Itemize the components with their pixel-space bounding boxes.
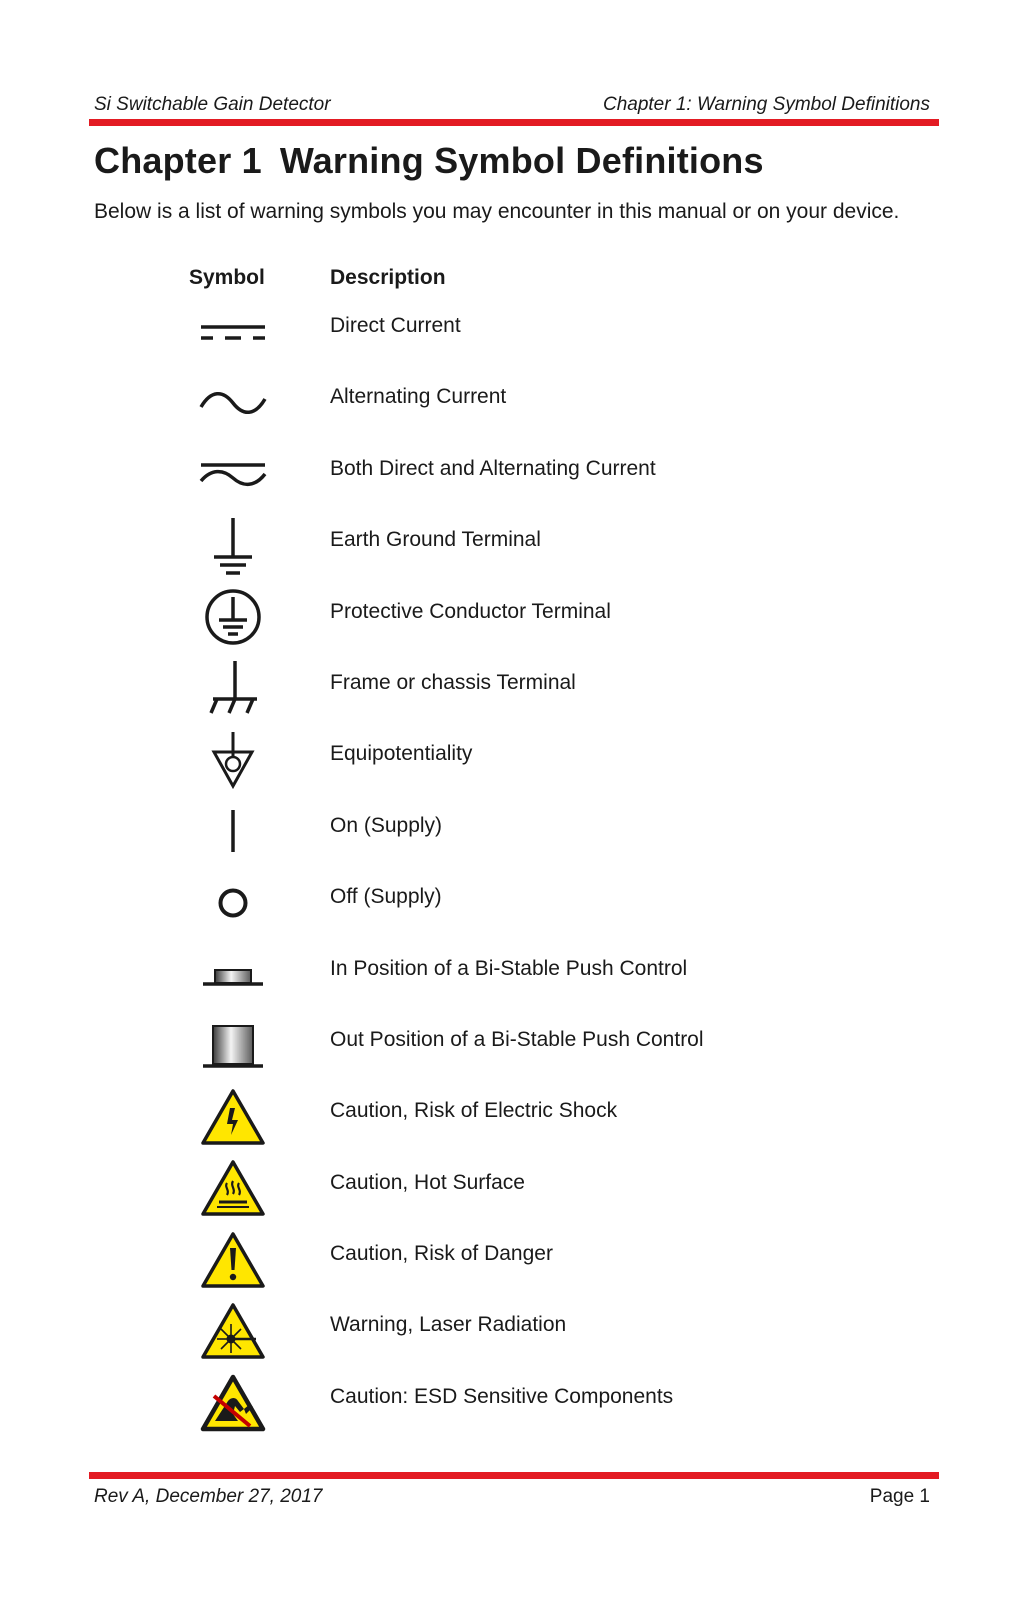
- general-danger-warning-icon: [195, 1224, 271, 1295]
- laser-radiation-warning-icon: [195, 1295, 271, 1366]
- frame-chassis-icon: [195, 653, 271, 724]
- symbol-row: [0, 1081, 1036, 1152]
- symbol-description: Equipotentiality: [330, 742, 473, 766]
- symbol-description: On (Supply): [330, 813, 443, 837]
- chapter-title: Warning Symbol Definitions: [279, 140, 764, 181]
- symbol-description: Caution, Risk of Danger: [330, 1242, 553, 1266]
- symbol-row: [0, 582, 1036, 653]
- earth-ground-icon: [195, 510, 271, 581]
- running-header-chapter: Chapter 1: Warning Symbol Definitions: [602, 94, 930, 115]
- symbol-description: Both Direct and Alternating Current: [330, 456, 656, 480]
- header-rule: [89, 119, 939, 126]
- page-number: Page 1: [869, 1486, 930, 1507]
- symbol-row: [0, 1224, 1036, 1295]
- symbol-row: [0, 296, 1036, 367]
- symbol-description: Out Position of a Bi-Stable Push Control: [330, 1027, 704, 1051]
- symbol-row: [0, 939, 1036, 1010]
- power-off-icon: [195, 867, 271, 938]
- symbol-row: [0, 367, 1036, 438]
- push-out-icon: [195, 1010, 271, 1081]
- symbol-description: Earth Ground Terminal: [330, 528, 541, 552]
- symbol-row: [0, 796, 1036, 867]
- symbol-column-header: Symbol: [189, 266, 265, 289]
- power-on-icon: [195, 796, 271, 867]
- symbol-description: Warning, Laser Radiation: [330, 1313, 567, 1337]
- symbol-description: Caution, Risk of Electric Shock: [330, 1099, 618, 1123]
- symbol-description: Caution: ESD Sensitive Components: [330, 1384, 674, 1408]
- chapter-number: Chapter 1: [94, 140, 262, 181]
- intro-paragraph: Below is a list of warning symbols you may encounter in this manual or on your device.: [94, 200, 900, 223]
- esd-warning-icon: [195, 1367, 271, 1438]
- symbol-row: [0, 867, 1036, 938]
- symbol-description: Frame or chassis Terminal: [330, 670, 576, 694]
- description-column-header: Description: [330, 266, 446, 289]
- symbol-row: [0, 724, 1036, 795]
- running-header-title: Si Switchable Gain Detector: [94, 94, 331, 115]
- footer-revision: Rev A, December 27, 2017: [94, 1486, 323, 1507]
- electric-shock-warning-icon: [195, 1081, 271, 1152]
- symbol-row: [0, 653, 1036, 724]
- footer-rule: [89, 1472, 939, 1479]
- symbol-description: Alternating Current: [330, 385, 507, 409]
- symbol-row: [0, 1010, 1036, 1081]
- symbol-description: Caution, Hot Surface: [330, 1170, 525, 1194]
- symbol-row: [0, 1367, 1036, 1438]
- symbol-row: [0, 439, 1036, 510]
- push-in-icon: [195, 939, 271, 1010]
- symbol-table: [0, 296, 1036, 1438]
- direct-current-icon: [195, 296, 271, 367]
- symbol-description: Direct Current: [330, 314, 461, 337]
- protective-conductor-icon: [195, 582, 271, 653]
- symbol-description: Off (Supply): [330, 885, 442, 909]
- symbol-row: [0, 510, 1036, 581]
- hot-surface-warning-icon: [195, 1153, 271, 1224]
- alternating-current-icon: [195, 367, 271, 438]
- both-dc-ac-icon: [195, 439, 271, 510]
- symbol-description: Protective Conductor Terminal: [330, 599, 611, 623]
- equipotentiality-icon: [195, 724, 271, 795]
- symbol-row: [0, 1153, 1036, 1224]
- symbol-row: [0, 1295, 1036, 1366]
- page-title: [94, 140, 764, 182]
- symbol-description: In Position of a Bi-Stable Push Control: [330, 956, 688, 980]
